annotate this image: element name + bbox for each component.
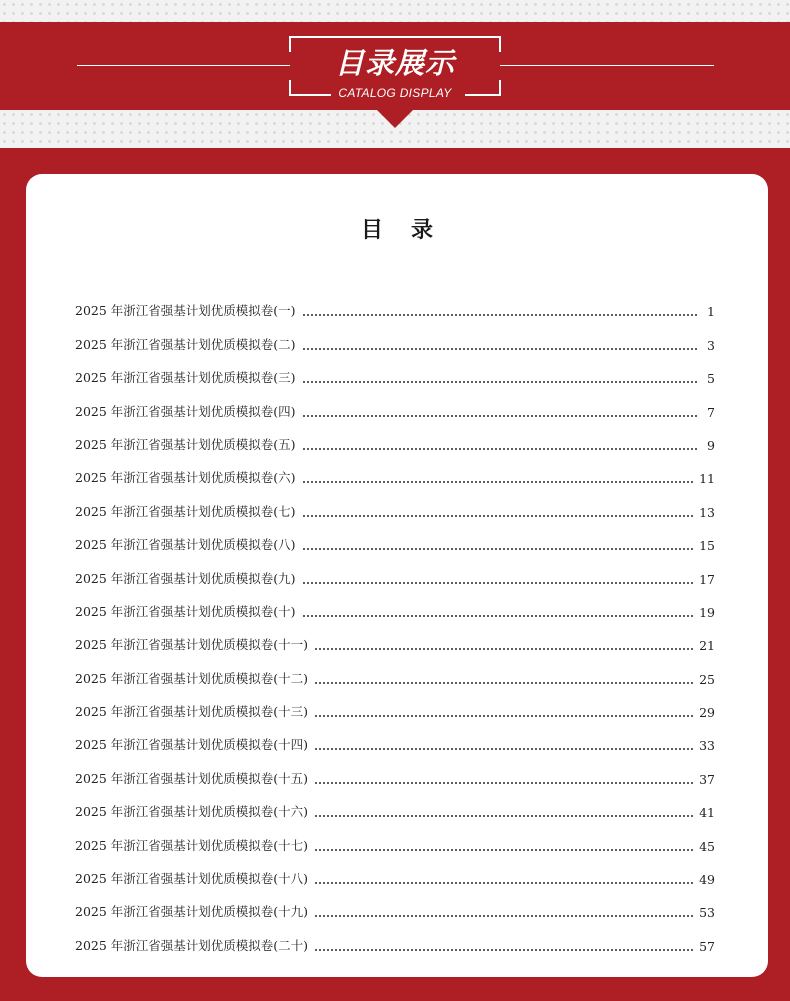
dot-leader xyxy=(314,882,695,884)
dot-leader xyxy=(302,448,697,450)
toc-entry-title: 2025 年浙江省强基计划优质模拟卷(十六) xyxy=(75,804,309,820)
dot-leader xyxy=(314,915,695,917)
toc-entry[interactable] xyxy=(75,520,715,553)
toc-entry-page: 13 xyxy=(699,504,715,520)
header-subtitle: CATALOG DISPLAY xyxy=(338,86,452,100)
toc-entry-title: 2025 年浙江省强基计划优质模拟卷(四) xyxy=(75,403,296,419)
toc-entry-title: 2025 年浙江省强基计划优质模拟卷(六) xyxy=(75,470,296,486)
toc-entry-title: 2025 年浙江省强基计划优质模拟卷(十七) xyxy=(75,837,309,853)
dot-leader xyxy=(302,481,696,483)
dot-pattern-top xyxy=(0,0,790,22)
toc-entry-title: 2025 年浙江省强基计划优质模拟卷(十二) xyxy=(75,670,309,686)
toc-entry-page: 11 xyxy=(699,471,715,487)
toc-entry-page: 19 xyxy=(699,604,715,620)
toc-entry-title: 2025 年浙江省强基计划优质模拟卷(五) xyxy=(75,436,296,452)
toc-entry[interactable] xyxy=(75,787,715,820)
toc-entry-title: 2025 年浙江省强基计划优质模拟卷(十九) xyxy=(75,904,309,920)
toc-entry-title: 2025 年浙江省强基计划优质模拟卷(十四) xyxy=(75,737,309,753)
toc-list xyxy=(75,286,715,954)
toc-entry[interactable] xyxy=(75,553,715,586)
toc-entry-page: 41 xyxy=(699,805,715,821)
toc-entry-title: 2025 年浙江省强基计划优质模拟卷(十一) xyxy=(75,637,309,653)
toc-entry[interactable] xyxy=(75,286,715,319)
toc-entry[interactable] xyxy=(75,353,715,386)
toc-entry-title: 2025 年浙江省强基计划优质模拟卷(二十) xyxy=(75,937,309,953)
toc-entry-page: 21 xyxy=(699,638,715,654)
toc-entry-title: 2025 年浙江省强基计划优质模拟卷(十三) xyxy=(75,704,309,720)
dot-leader xyxy=(302,348,697,350)
dot-leader xyxy=(302,415,697,417)
header-rule-right xyxy=(500,65,714,66)
toc-entry-title: 2025 年浙江省强基计划优质模拟卷(八) xyxy=(75,537,296,553)
toc-entry[interactable] xyxy=(75,920,715,953)
header-rule-left xyxy=(77,65,290,66)
toc-entry-page: 53 xyxy=(699,905,715,921)
toc-entry-page: 5 xyxy=(707,371,715,387)
toc-entry-page: 7 xyxy=(707,404,715,420)
dot-leader xyxy=(314,715,695,717)
toc-entry[interactable] xyxy=(75,887,715,920)
dot-leader xyxy=(302,314,697,316)
toc-entry-page: 49 xyxy=(699,872,715,888)
dot-leader xyxy=(314,748,695,750)
toc-entry-title: 2025 年浙江省强基计划优质模拟卷(十) xyxy=(75,603,296,619)
toc-entry-page: 45 xyxy=(699,838,715,854)
toc-entry-page: 17 xyxy=(699,571,715,587)
toc-entry-title: 2025 年浙江省强基计划优质模拟卷(一) xyxy=(75,303,296,319)
toc-entry[interactable] xyxy=(75,420,715,453)
toc-entry[interactable] xyxy=(75,653,715,686)
frame-top-bar xyxy=(301,36,489,38)
toc-entry-page: 25 xyxy=(699,671,715,687)
toc-entry[interactable] xyxy=(75,453,715,486)
toc-entry[interactable] xyxy=(75,753,715,786)
dot-leader xyxy=(314,849,695,851)
toc-title: 目录 xyxy=(360,217,461,243)
toc-entry[interactable] xyxy=(75,386,715,419)
toc-entry-page: 15 xyxy=(699,538,715,554)
toc-entry-page: 29 xyxy=(699,705,715,721)
toc-entry-page: 3 xyxy=(707,337,715,353)
dot-leader xyxy=(314,648,695,650)
dot-leader xyxy=(314,682,695,684)
toc-entry-page: 57 xyxy=(699,938,715,954)
header-title: 目录展示 xyxy=(334,46,455,80)
toc-entry-page: 9 xyxy=(707,437,715,453)
toc-entry-page: 1 xyxy=(707,304,715,320)
toc-entry-title: 2025 年浙江省强基计划优质模拟卷(九) xyxy=(75,570,296,586)
toc-entry[interactable] xyxy=(75,486,715,519)
toc-entry-page: 33 xyxy=(699,738,715,754)
dot-leader xyxy=(302,548,696,550)
toc-entry-title: 2025 年浙江省强基计划优质模拟卷(七) xyxy=(75,503,296,519)
toc-entry-title: 2025 年浙江省强基计划优质模拟卷(十八) xyxy=(75,871,309,887)
toc-entry[interactable] xyxy=(75,620,715,653)
dot-leader xyxy=(302,515,696,517)
toc-entry-title: 2025 年浙江省强基计划优质模拟卷(十五) xyxy=(75,770,309,786)
dot-leader xyxy=(302,615,696,617)
dot-leader xyxy=(314,815,695,817)
toc-card xyxy=(26,174,768,977)
toc-entry-title: 2025 年浙江省强基计划优质模拟卷(二) xyxy=(75,336,296,352)
dot-leader xyxy=(302,582,696,584)
dot-leader xyxy=(314,782,695,784)
dot-leader xyxy=(314,949,695,951)
dot-leader xyxy=(302,381,697,383)
toc-entry-page: 37 xyxy=(699,771,715,787)
toc-entry[interactable] xyxy=(75,587,715,620)
banner-notch xyxy=(377,110,413,128)
toc-entry[interactable] xyxy=(75,820,715,853)
toc-entry[interactable] xyxy=(75,687,715,720)
toc-entry[interactable] xyxy=(75,854,715,887)
toc-entry-title: 2025 年浙江省强基计划优质模拟卷(三) xyxy=(75,370,296,386)
toc-entry[interactable] xyxy=(75,720,715,753)
toc-entry[interactable] xyxy=(75,319,715,352)
